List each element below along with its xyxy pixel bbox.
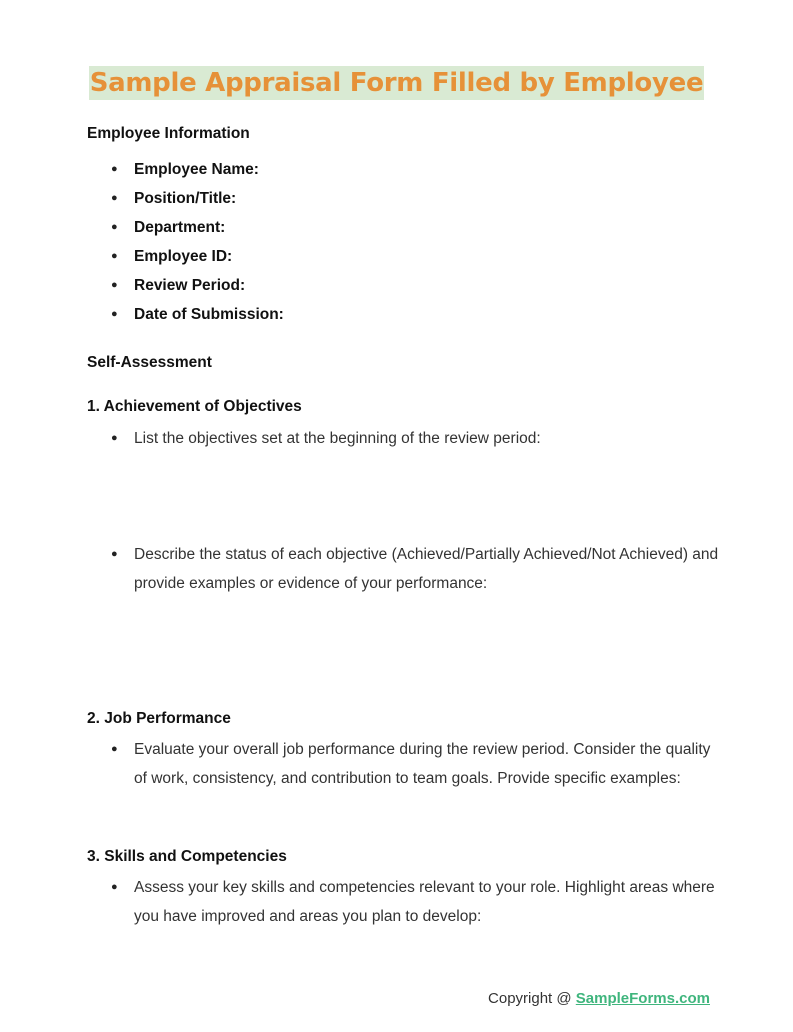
list-item (0, 300, 284, 329)
self-assessment-heading: Self-Assessment (87, 354, 212, 371)
list-item (0, 242, 284, 271)
list-item (0, 873, 720, 931)
employee-info-heading: Employee Information (87, 125, 250, 142)
list-item (0, 213, 284, 242)
sampleforms-link[interactable]: SampleForms.com (575, 990, 710, 1007)
section-heading-skills: 3. Skills and Competencies (87, 848, 287, 865)
bullet-icon: ● (111, 221, 118, 233)
page-title: Sample Appraisal Form Filled by Employee (89, 68, 704, 98)
objectives-prompt: List the objectives set at the beginning of the review period: (134, 430, 541, 447)
bullet-icon: ● (111, 548, 118, 560)
bullet-icon: ● (111, 432, 118, 444)
section-heading-job-performance: 2. Job Performance (87, 710, 231, 727)
bullet-icon: ● (111, 279, 118, 291)
field-label-department: Department: (134, 219, 226, 236)
list-item (0, 735, 720, 793)
skills-prompt: Assess your key skills and competencies relevant to your role. Highlight areas where you have improved and areas you plan to develop: (134, 879, 715, 925)
bullet-icon: ● (111, 743, 118, 755)
copyright-footer (488, 990, 710, 1007)
list-item (0, 540, 720, 598)
bullet-icon: ● (111, 881, 118, 893)
list-item (0, 424, 720, 453)
title-wrapper (0, 66, 793, 100)
field-label-review-period: Review Period: (134, 277, 246, 294)
employee-info-list (0, 155, 284, 329)
bullet-icon: ● (111, 163, 118, 175)
list-item (0, 184, 284, 213)
field-label-date-of-submission: Date of Submission: (134, 306, 284, 323)
section-heading-objectives: 1. Achievement of Objectives (87, 398, 302, 415)
field-label-position-title: Position/Title: (134, 190, 237, 207)
bullet-icon: ● (111, 308, 118, 320)
bullet-icon: ● (111, 250, 118, 262)
field-label-employee-id: Employee ID: (134, 248, 233, 265)
list-item (0, 155, 284, 184)
objective-status-prompt: Describe the status of each objective (Achieved/Partially Achieved/Not Achieved) and provide examples or evidence of your performance: (134, 546, 719, 592)
field-label-employee-name: Employee Name: (134, 161, 259, 178)
list-item (0, 271, 284, 300)
copyright-text: Copyright @ (488, 990, 576, 1007)
job-performance-prompt: Evaluate your overall job performance during the review period. Consider the quality of work, consistency, and contribution to team goals. Provide specific examples: (134, 741, 711, 787)
bullet-icon: ● (111, 192, 118, 204)
